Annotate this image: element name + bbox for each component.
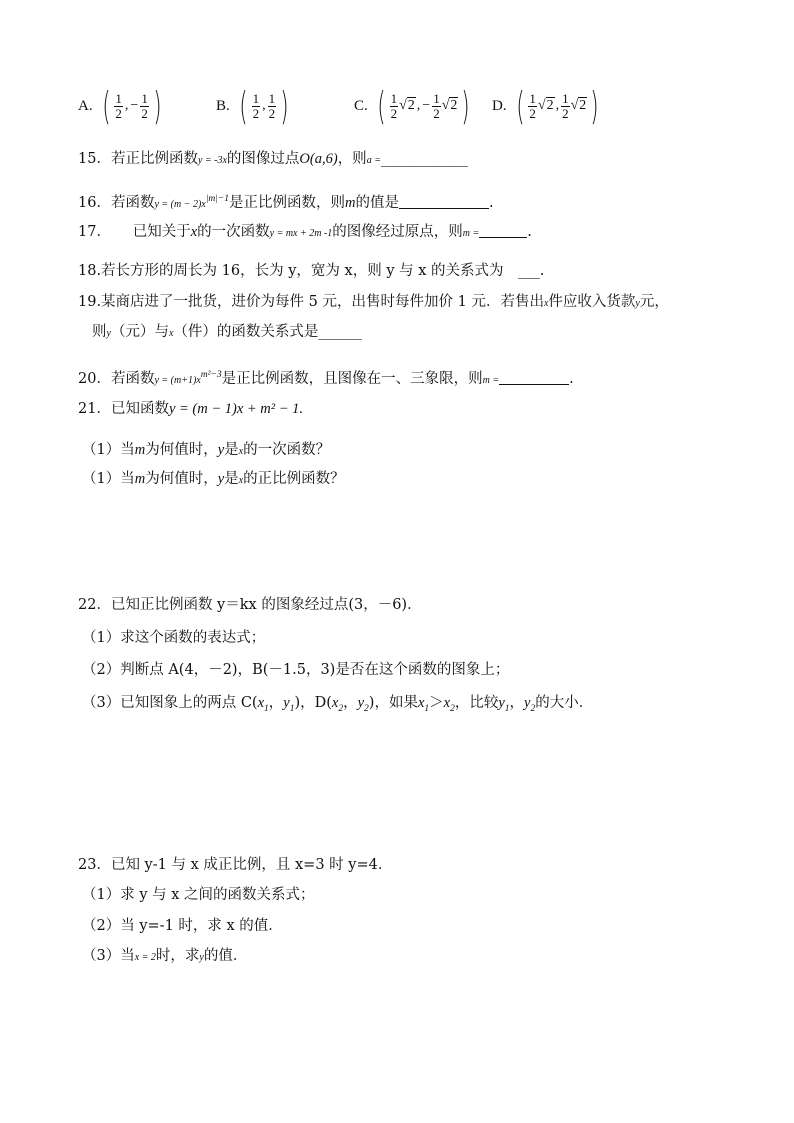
fraction: $\frac{1}{2}$	[268, 90, 276, 121]
answer-blank	[399, 194, 489, 209]
text: （3）当	[82, 948, 135, 964]
text: 件应收入货款	[548, 294, 636, 310]
math: y	[106, 328, 111, 339]
math-x2: $x_2$	[443, 695, 455, 714]
question-21-part-2	[82, 470, 345, 490]
math-y1: $y_1$	[283, 695, 295, 714]
exponent: |m|−1	[205, 194, 229, 204]
fraction: $\frac{1}{2}$	[433, 90, 440, 121]
question-18	[78, 262, 544, 280]
question-22-part-3	[82, 694, 593, 718]
math: y	[635, 298, 640, 309]
math: x = 2	[134, 952, 156, 963]
question-15	[78, 150, 468, 170]
sqrt: √2	[441, 98, 458, 113]
fraction: $\frac{1}{2}$	[390, 90, 398, 121]
math: m	[134, 442, 146, 458]
text: ＞	[429, 695, 444, 711]
text: 是正比例函数，且图像在一、三象限，则	[221, 370, 483, 387]
right-paren: )	[280, 84, 289, 128]
left-paren: (	[377, 84, 386, 128]
comma: ,	[124, 98, 129, 113]
math: y	[199, 952, 204, 963]
left-paren: (	[515, 84, 525, 128]
option-c	[354, 84, 473, 128]
math: O(a,6)	[299, 151, 338, 167]
math-y2: $y_2$	[357, 695, 369, 714]
text: （1）求这个函数的表达式；	[82, 630, 266, 646]
text: 的正比例函数？	[243, 471, 345, 487]
text: .	[569, 370, 574, 387]
math: y	[217, 442, 225, 458]
right-paren: )	[153, 84, 162, 128]
fraction: $\frac{1}{2}$	[562, 90, 569, 121]
fraction: $\frac{1}{2}$	[141, 90, 148, 121]
text: （1）当	[82, 471, 135, 487]
math: x	[238, 475, 244, 486]
text: 19.某商店进了一批货，进价为每件 5 元，出售时每件加价 1 元．若售出	[78, 294, 544, 310]
math: y	[217, 471, 225, 487]
option-label: B.	[216, 97, 230, 114]
text: 21．已知函数	[78, 401, 169, 417]
question-22	[78, 596, 422, 614]
fraction: $\frac{1}{2}$	[115, 90, 122, 121]
option-label: D.	[492, 97, 507, 114]
exponent: m²−3	[200, 370, 222, 380]
text: )，如果	[368, 695, 418, 711]
question-23	[78, 856, 392, 874]
option-label: A.	[78, 97, 93, 114]
math: x	[238, 446, 244, 457]
option-b	[216, 84, 292, 128]
text: 是	[224, 471, 239, 487]
text: （2）判断点 A(4，－2)，B(－1.5，3)是否在这个函数的图象上；	[82, 662, 510, 678]
comma: ,	[416, 98, 421, 113]
sign: −	[422, 98, 431, 113]
text: 的图像经过原点，则	[332, 224, 463, 240]
math: x	[190, 224, 198, 240]
option-a	[78, 84, 165, 128]
sign: −	[130, 98, 139, 113]
text: 元，	[639, 294, 669, 310]
text: ，则	[337, 151, 367, 167]
text: .	[488, 194, 494, 211]
text: )，D(	[294, 695, 332, 711]
question-22-part-2	[82, 661, 509, 679]
math: m	[134, 471, 146, 487]
text: 是	[224, 442, 239, 458]
question-20	[78, 366, 574, 390]
question-23-part-2	[82, 917, 283, 935]
question-23-part-1	[82, 886, 315, 904]
sqrt: √2	[570, 98, 587, 113]
math: y = (m+1)x	[154, 374, 201, 386]
text: （件）的函数关系式是______	[173, 324, 362, 340]
math: m	[344, 194, 356, 211]
text: （1）当	[82, 442, 135, 458]
text: 的大小．	[535, 695, 594, 711]
math-y1: $y_1$	[498, 695, 510, 714]
question-19-line-1	[78, 293, 669, 313]
right-paren: )	[590, 84, 599, 128]
text: 16．若函数	[78, 194, 155, 211]
left-paren: (	[239, 84, 248, 128]
text: ，	[509, 695, 525, 711]
question-21	[78, 400, 303, 418]
question-19-line-2	[92, 323, 362, 343]
text: （3）已知图象上的两点 C(	[82, 695, 258, 711]
text: .	[527, 224, 532, 240]
text: 22．已知正比例函数 y＝kx 的图象经过点(3，－6)．	[78, 597, 422, 613]
question-22-part-1	[82, 629, 265, 647]
text: （2）当 y=-1 时，求 x 的值．	[82, 918, 283, 934]
comma: ,	[555, 98, 560, 113]
math: y = (m − 2)x	[154, 198, 206, 210]
math: y = -3x	[197, 155, 227, 166]
answer-blank	[479, 223, 527, 238]
question-21-part-1	[82, 441, 330, 461]
option-d	[492, 84, 602, 128]
math-y2: $y_2$	[524, 695, 536, 714]
right-paren: )	[461, 84, 470, 128]
text: ，	[343, 695, 358, 711]
text: 是正比例函数，则	[228, 194, 345, 211]
fraction: $\frac{1}{2}$	[252, 90, 260, 121]
question-17	[78, 223, 532, 243]
text: 的图像过点	[226, 151, 300, 167]
text: 的值是	[355, 194, 399, 211]
math-x1: $x_1$	[417, 695, 430, 714]
text: 20．若函数	[78, 370, 155, 387]
text: 17． 已知关于	[78, 224, 191, 240]
math: m =	[462, 228, 480, 239]
text: （元）与	[110, 324, 169, 340]
math: x	[168, 328, 174, 339]
answer-blank	[499, 370, 569, 385]
answer-blank: ____________	[380, 151, 468, 167]
text: 23．已知 y-1 与 x 成正比例，且 x=3 时 y=4．	[78, 857, 393, 873]
option-label: C.	[354, 97, 368, 114]
text: 的值．	[203, 948, 248, 964]
question-16	[78, 190, 494, 214]
math: y = (m − 1)x + m² − 1.	[168, 401, 304, 417]
text: 为何值时，	[145, 442, 218, 458]
question-23-part-3	[82, 947, 247, 967]
comma: ,	[262, 98, 266, 113]
math: y = mx + 2m -1	[269, 228, 333, 239]
math: a =	[366, 155, 381, 166]
text: 18.若长方形的周长为 16，长为 y，宽为 x，则 y 与 x 的关系式为 ___.	[78, 263, 545, 279]
left-paren: (	[101, 84, 111, 128]
sqrt: √2	[537, 98, 554, 113]
text: 15．若正比例函数	[78, 151, 198, 167]
text: 时，求	[155, 948, 200, 964]
text: 则	[92, 324, 107, 340]
text: ，	[268, 695, 284, 711]
fraction: $\frac{1}{2}$	[529, 90, 536, 121]
math: x	[543, 298, 549, 309]
math: m =	[482, 374, 500, 386]
text: 的一次函数？	[243, 442, 331, 458]
text: 的一次函数	[197, 224, 270, 240]
text: （1）求 y 与 x 之间的函数关系式；	[82, 887, 315, 903]
math-x2: $x_2$	[331, 695, 344, 714]
text: 为何值时，	[145, 471, 218, 487]
math-x1: $x_1$	[257, 695, 269, 714]
text: ，比较	[454, 695, 499, 711]
sqrt: √2	[399, 98, 415, 113]
